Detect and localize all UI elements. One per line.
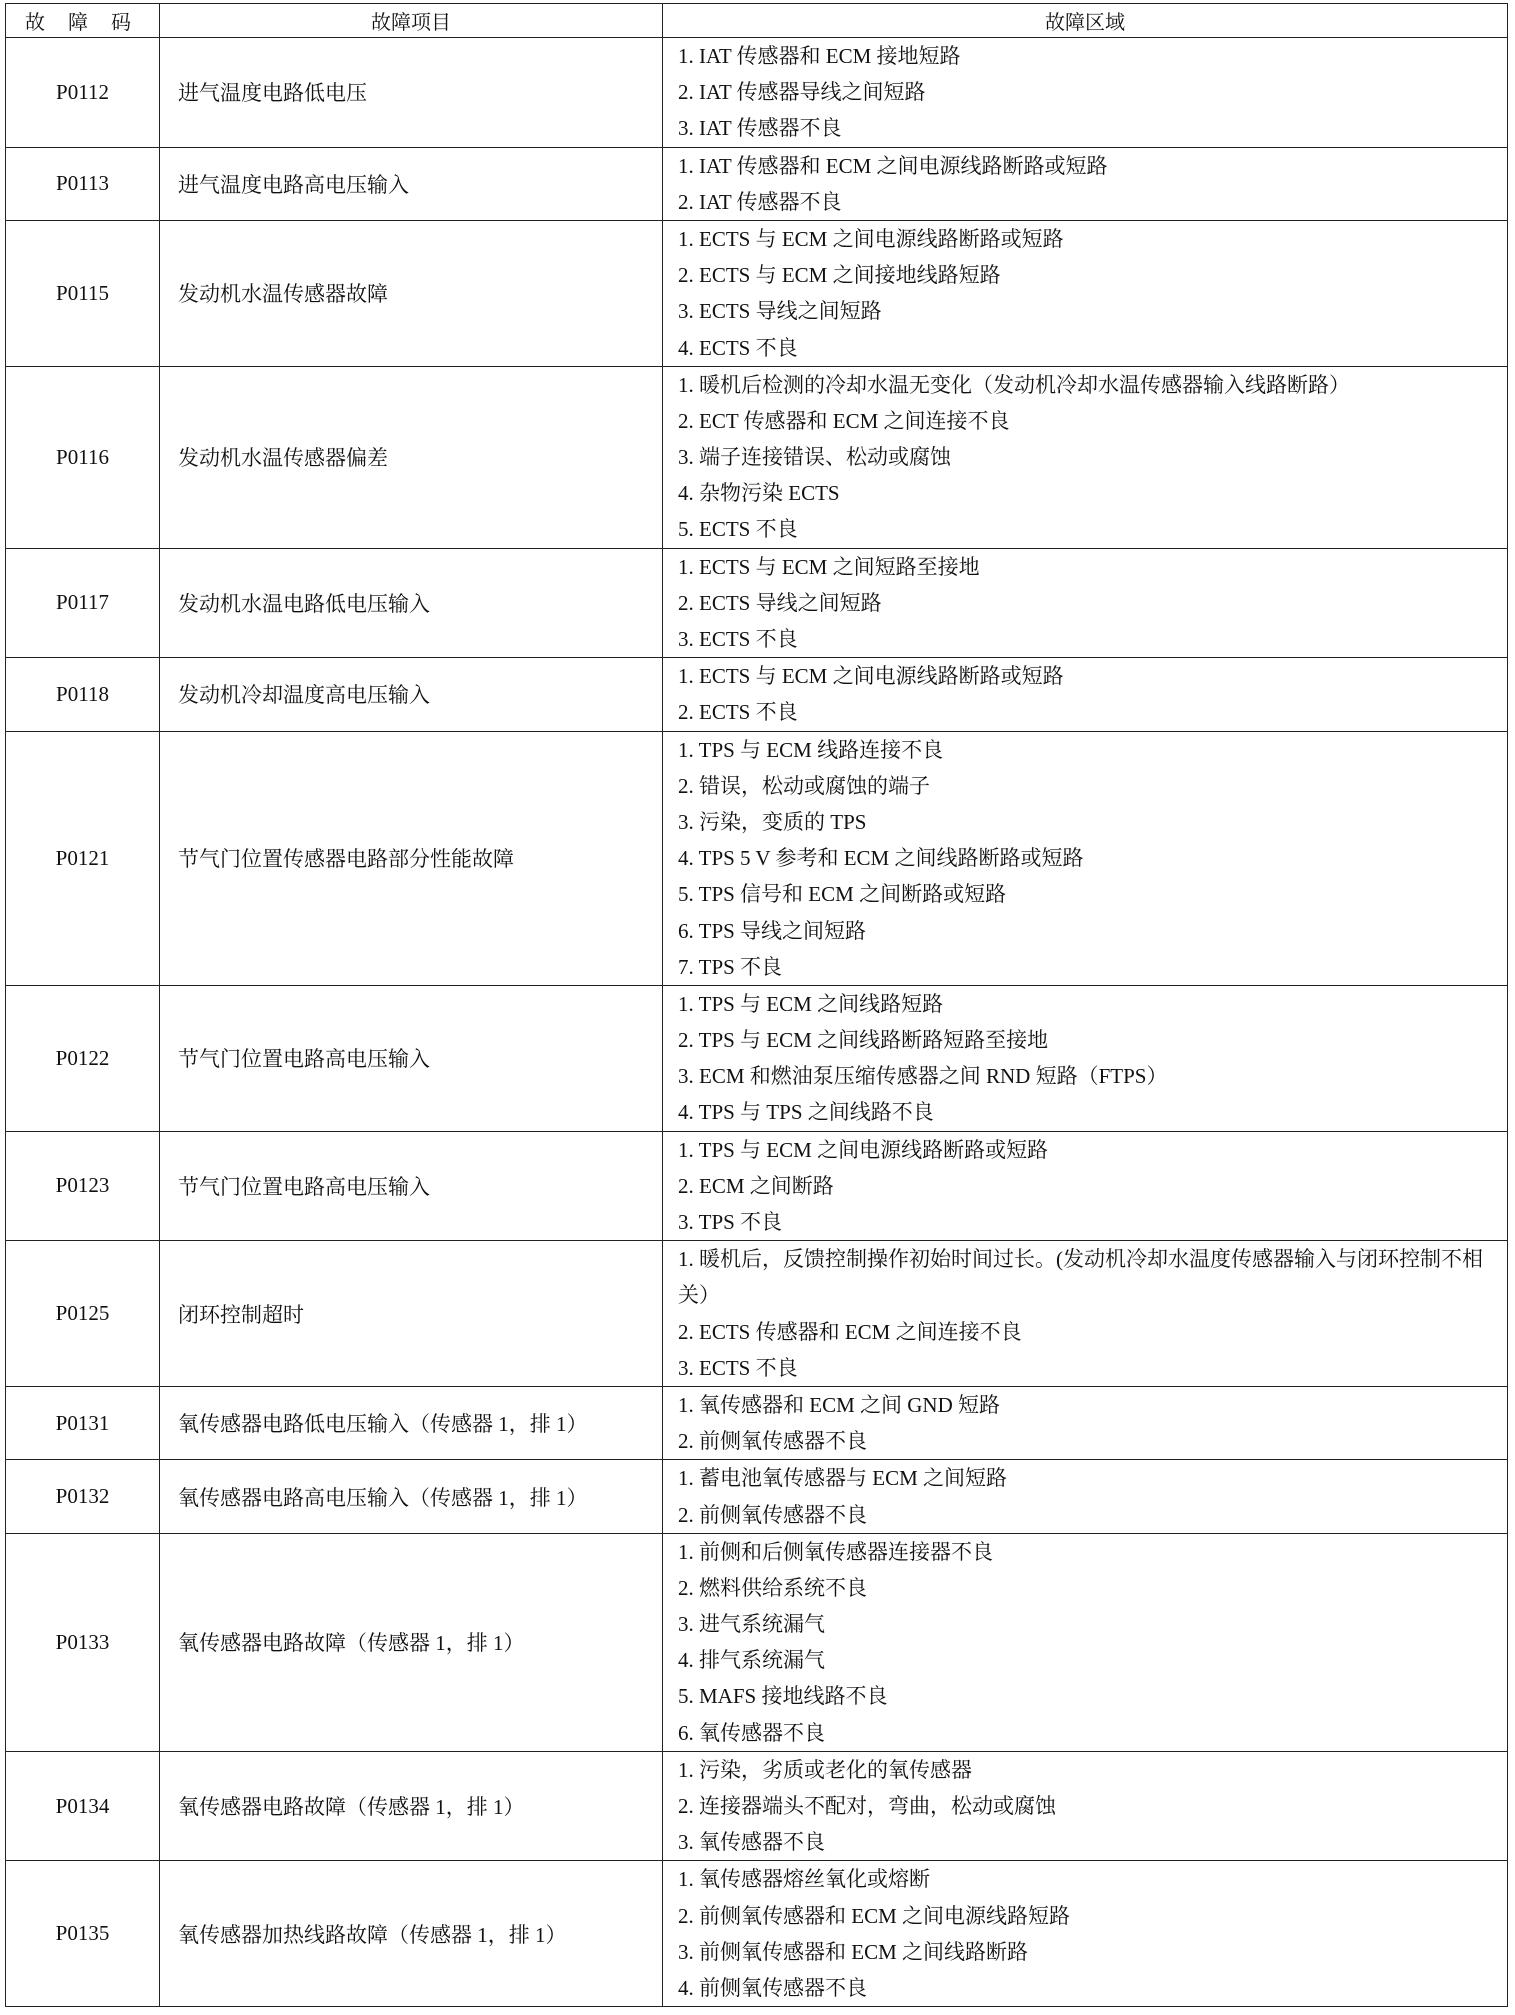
table-row [6, 1131, 1508, 1241]
fault-area-item: 4. TPS 与 TPS 之间线路不良 [678, 1100, 934, 1125]
table-row [6, 1386, 1508, 1459]
header-row [6, 4, 1508, 38]
fault-code: P0115 [6, 220, 160, 366]
fault-area-item: 1. TPS 与 ECM 之间线路短路 [678, 991, 944, 1016]
fault-area-item: 2. ECTS 与 ECM 之间接地线路短路 [678, 263, 1001, 288]
fault-area-item: 3. IAT 传感器不良 [678, 116, 842, 141]
fault-area-cell [663, 731, 1508, 985]
fault-area-item: 3. 端子连接错误、松动或腐蚀 [678, 445, 951, 470]
fault-area-item: 1. TPS 与 ECM 之间电源线路断路或短路 [678, 1137, 1049, 1162]
header-fault-item: 故障项目 [160, 4, 663, 38]
fault-area-item: 5. ECTS 不良 [678, 517, 798, 542]
fault-area-item: 6. 氧传感器不良 [678, 1720, 825, 1745]
fault-item: 发动机水温传感器偏差 [160, 366, 663, 548]
fault-code: P0131 [6, 1386, 160, 1459]
fault-code: P0121 [6, 731, 160, 985]
table-row [6, 1861, 1508, 2007]
fault-code: P0112 [6, 38, 160, 148]
fault-area-cell [663, 147, 1508, 220]
fault-item: 节气门位置电路高电压输入 [160, 1131, 663, 1241]
fault-area-item: 3. 前侧氧传感器和 ECM 之间线路断路 [678, 1939, 1029, 1964]
fault-area-item: 2. ECT 传感器和 ECM 之间连接不良 [678, 408, 1010, 433]
fault-area-cell [663, 548, 1508, 658]
fault-code: P0133 [6, 1533, 160, 1751]
fault-area-item: 2. 前侧氧传感器不良 [678, 1429, 867, 1454]
fault-code: P0123 [6, 1131, 160, 1241]
fault-area-cell [663, 220, 1508, 366]
fault-area-item: 2. ECTS 传感器和 ECM 之间连接不良 [678, 1319, 1022, 1344]
fault-area-item: 3. TPS 不良 [678, 1210, 783, 1234]
fault-area-item: 3. ECTS 不良 [678, 1355, 798, 1380]
fault-item: 进气温度电路低电压 [160, 38, 663, 148]
fault-area-item: 1. ECTS 与 ECM 之间短路至接地 [678, 554, 980, 579]
fault-area-item: 2. ECM 之间断路 [678, 1173, 834, 1198]
fault-area-item: 4. 前侧氧传感器不良 [678, 1975, 867, 2000]
fault-area-item: 3. 进气系统漏气 [678, 1612, 825, 1637]
fault-item: 氧传感器电路高电压输入（传感器 1，排 1） [160, 1460, 663, 1533]
table-row [6, 1533, 1508, 1751]
table-row [6, 38, 1508, 148]
fault-area-cell [663, 38, 1508, 148]
fault-area-cell [663, 1386, 1508, 1459]
fault-area-item: 2. ECTS 导线之间短路 [678, 590, 882, 615]
fault-area-item: 1. 氧传感器和 ECM 之间 GND 短路 [678, 1392, 1001, 1417]
table-row [6, 731, 1508, 985]
table-row [6, 220, 1508, 366]
fault-code: P0135 [6, 1861, 160, 2007]
fault-area-item: 3. ECTS 不良 [678, 627, 798, 651]
fault-area-item: 3. 氧传感器不良 [678, 1830, 825, 1855]
fault-area-cell [663, 1533, 1508, 1751]
fault-area-item: 1. 蓄电池氧传感器与 ECM 之间短路 [678, 1466, 1008, 1491]
fault-area-item: 4. ECTS 不良 [678, 335, 798, 360]
fault-code: P0132 [6, 1460, 160, 1533]
fault-area-item: 1. ECTS 与 ECM 之间电源线路断路或短路 [678, 664, 1064, 689]
fault-code: P0122 [6, 985, 160, 1131]
fault-area-item: 6. TPS 导线之间短路 [678, 918, 867, 943]
fault-area-cell [663, 1241, 1508, 1387]
fault-item: 闭环控制超时 [160, 1241, 663, 1387]
fault-area-item: 3. ECTS 导线之间短路 [678, 299, 882, 324]
fault-area-item: 1. 前侧和后侧氧传感器连接器不良 [678, 1539, 993, 1564]
fault-area-cell [663, 1861, 1508, 2007]
fault-area-item: 3. 污染，变质的 TPS [678, 809, 867, 834]
fault-area-item: 1. 暖机后检测的冷却水温无变化（发动机冷却水温传感器输入线路断路） [678, 372, 1350, 397]
fault-area-item: 2. 前侧氧传感器和 ECM 之间电源线路短路 [678, 1903, 1071, 1928]
header-fault-code: 故 障 码 [6, 4, 160, 38]
fault-area-cell [663, 1751, 1508, 1861]
fault-area-cell [663, 1131, 1508, 1241]
table-row [6, 147, 1508, 220]
fault-area-item: 2. 前侧氧传感器不良 [678, 1502, 867, 1527]
fault-area-item: 5. MAFS 接地线路不良 [678, 1684, 888, 1709]
fault-item: 氧传感器电路故障（传感器 1，排 1） [160, 1533, 663, 1751]
fault-item: 节气门位置传感器电路部分性能故障 [160, 731, 663, 985]
table-body [6, 38, 1508, 2007]
fault-area-item: 1. 暖机后，反馈控制操作初始时间过长。(发动机冷却水温度传感器输入与闭环控制不相关） [678, 1247, 1483, 1308]
fault-code-table [5, 3, 1508, 2007]
fault-item: 进气温度电路高电压输入 [160, 147, 663, 220]
fault-area-item: 2. 燃料供给系统不良 [678, 1575, 867, 1600]
fault-area-item: 2. 错误，松动或腐蚀的端子 [678, 773, 930, 798]
fault-area-item: 1. TPS 与 ECM 线路连接不良 [678, 737, 944, 762]
fault-item: 氧传感器加热线路故障（传感器 1，排 1） [160, 1861, 663, 2007]
table-row [6, 658, 1508, 731]
fault-code: P0113 [6, 147, 160, 220]
header-fault-area: 故障区域 [663, 4, 1508, 38]
fault-code: P0134 [6, 1751, 160, 1861]
table-row [6, 366, 1508, 548]
fault-area-item: 2. ECTS 不良 [678, 700, 798, 725]
fault-code: P0116 [6, 366, 160, 548]
fault-item: 节气门位置电路高电压输入 [160, 985, 663, 1131]
fault-area-item: 2. TPS 与 ECM 之间线路断路短路至接地 [678, 1028, 1049, 1053]
fault-item: 发动机水温电路低电压输入 [160, 548, 663, 658]
fault-area-item: 1. ECTS 与 ECM 之间电源线路断路或短路 [678, 226, 1064, 251]
fault-item: 氧传感器电路故障（传感器 1，排 1） [160, 1751, 663, 1861]
fault-area-item: 4. 杂物污染 ECTS [678, 481, 840, 506]
fault-item: 发动机水温传感器故障 [160, 220, 663, 366]
fault-area-cell [663, 658, 1508, 731]
fault-area-item: 5. TPS 信号和 ECM 之间断路或短路 [678, 882, 1007, 907]
fault-area-item: 1. 氧传感器熔丝氧化或熔断 [678, 1867, 930, 1892]
table-row [6, 1241, 1508, 1387]
fault-code: P0125 [6, 1241, 160, 1387]
table-row [6, 1460, 1508, 1533]
fault-area-item: 7. TPS 不良 [678, 954, 783, 979]
fault-item: 氧传感器电路低电压输入（传感器 1，排 1） [160, 1386, 663, 1459]
table-row [6, 548, 1508, 658]
fault-area-item: 2. IAT 传感器导线之间短路 [678, 80, 926, 105]
fault-area-item: 3. ECM 和燃油泵压缩传感器之间 RND 短路（FTPS） [678, 1064, 1168, 1089]
fault-code: P0118 [6, 658, 160, 731]
fault-area-item: 1. 污染，劣质或老化的氧传感器 [678, 1757, 972, 1782]
fault-area-item: 1. IAT 传感器和 ECM 之间电源线路断路或短路 [678, 153, 1108, 178]
fault-item: 发动机冷却温度高电压输入 [160, 658, 663, 731]
fault-area-item: 2. IAT 传感器不良 [678, 189, 842, 214]
fault-area-cell [663, 366, 1508, 548]
fault-area-cell [663, 985, 1508, 1131]
fault-code: P0117 [6, 548, 160, 658]
fault-area-item: 4. 排气系统漏气 [678, 1648, 825, 1673]
fault-area-item: 4. TPS 5 V 参考和 ECM 之间线路断路或短路 [678, 846, 1084, 871]
table-row [6, 985, 1508, 1131]
fault-area-cell [663, 1460, 1508, 1533]
fault-area-item: 1. IAT 传感器和 ECM 接地短路 [678, 44, 961, 68]
table-row [6, 1751, 1508, 1861]
fault-area-item: 2. 连接器端头不配对，弯曲，松动或腐蚀 [678, 1794, 1056, 1819]
